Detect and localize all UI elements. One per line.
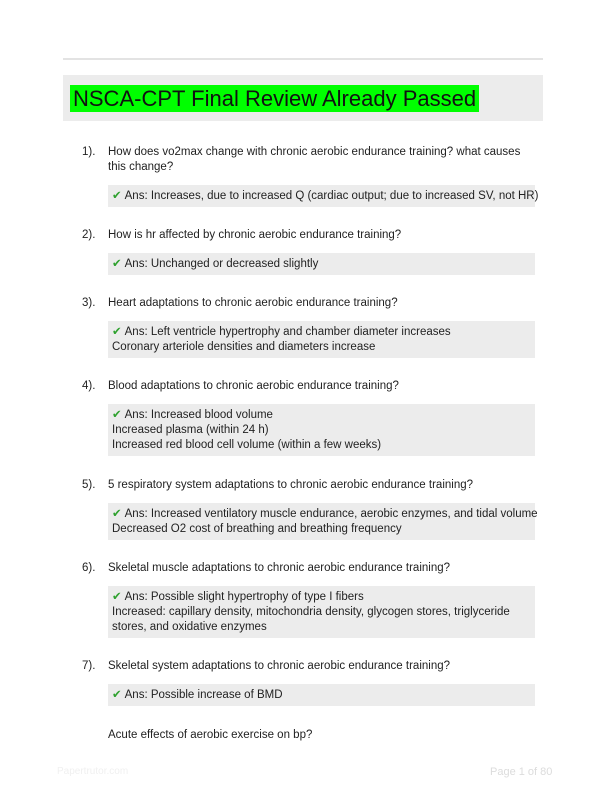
answer-line: Ans: Increased blood volume (124, 409, 273, 421)
question-number: 1). (82, 146, 96, 158)
answer-line: Ans: Unchanged or decreased slightly (124, 258, 319, 270)
question-text: How does vo2max change with chronic aerobic endurance training? what causes this change? (108, 146, 521, 173)
page-number: Page 1 of 80 (490, 766, 553, 778)
answer-box (108, 586, 535, 638)
question-number: 3). (82, 297, 96, 309)
question-text: Heart adaptations to chronic aerobic endurance training? (108, 297, 398, 309)
question-text: How is hr affected by chronic aerobic endurance training? (108, 229, 402, 241)
answer-box (108, 684, 535, 706)
question-text: 5 respiratory system adaptations to chronic aerobic endurance training? (108, 479, 474, 491)
check-icon: ✔ (112, 190, 122, 202)
answer-line: Decreased O2 cost of breathing and breathing frequency (112, 523, 402, 535)
answer-box (108, 321, 535, 358)
check-icon: ✔ (112, 689, 122, 701)
check-icon: ✔ (112, 326, 122, 338)
answer-line: Ans: Increases, due to increased Q (cardiac output; due to increased SV, not HR) (124, 190, 539, 202)
top-divider (63, 58, 543, 60)
question-number: 7). (82, 660, 96, 672)
answer-box (108, 503, 538, 540)
answer-line: Ans: Possible increase of BMD (124, 689, 283, 701)
question-number: 2). (82, 229, 96, 241)
check-icon: ✔ (112, 591, 122, 603)
question-text: Acute effects of aerobic exercise on bp? (108, 729, 313, 741)
check-icon: ✔ (112, 508, 122, 520)
answer-box (108, 253, 535, 275)
answer-line: Increased red blood cell volume (within a few weeks) (112, 439, 382, 451)
answer-box (108, 404, 535, 456)
answer-line: Coronary arteriole densities and diameters increase (112, 341, 376, 353)
check-icon: ✔ (112, 258, 122, 270)
answer-line: Increased: capillary density, mitochondria density, glycogen stores, triglyceride stores, and oxidative enzymes (112, 606, 510, 633)
answer-box (108, 185, 539, 207)
answer-line: Ans: Increased ventilatory muscle endurance, aerobic enzymes, and tidal volume (124, 508, 538, 520)
check-icon: ✔ (112, 409, 122, 421)
answer-line: Ans: Possible slight hypertrophy of type I fibers (124, 591, 364, 603)
question-text: Skeletal muscle adaptations to chronic aerobic endurance training? (108, 562, 451, 574)
document-title: NSCA-CPT Final Review Already Passed (70, 85, 479, 112)
question-number: 4). (82, 380, 96, 392)
question-number: 6). (82, 562, 96, 574)
question-number: 5). (82, 479, 96, 491)
answer-line: Increased plasma (within 24 h) (112, 424, 269, 436)
question-text: Blood adaptations to chronic aerobic endurance training? (108, 380, 399, 392)
question-text: Skeletal system adaptations to chronic aerobic endurance training? (108, 660, 451, 672)
footer-watermark: Papertrutor.com (57, 766, 129, 777)
answer-line: Ans: Left ventricle hypertrophy and chamber diameter increases (124, 326, 451, 338)
